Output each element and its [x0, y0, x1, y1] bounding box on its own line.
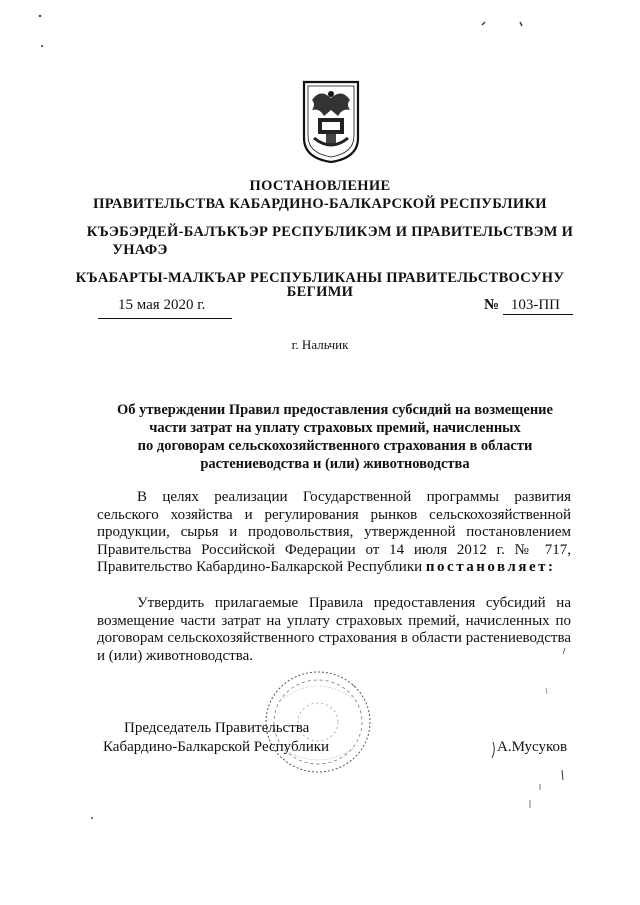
- issuer-heading-balkar-line2: БЕГИМИ: [286, 284, 354, 300]
- document-date: 15 мая 2020 г.: [98, 297, 232, 319]
- body-paragraph-resolution: Утвердить прилагаемые Правила предоставления субсидий на возмещение части затрат на уплату страховых премий, начисленных по договорам сельскохозяйственного страхования в области растениеводства и (или) животноводства.: [97, 595, 571, 664]
- document-title: [100, 401, 570, 473]
- doc-type-heading: ПОСТАНОВЛЕНИЕ: [249, 178, 391, 194]
- decree-keyword: постановляет:: [425, 559, 556, 576]
- title-line: по договорам сельскохозяйственного страхования в области: [137, 438, 533, 454]
- issuer-heading-russian: ПРАВИТЕЛЬСТВА КАБАРДИНО-БАЛКАРСКОЙ РЕСПУБЛИКИ: [93, 196, 547, 212]
- title-line: Об утверждении Правил предоставления субсидий на возмещение: [117, 402, 553, 418]
- issuer-heading-kabardian-line2: УНАФЭ: [112, 242, 168, 258]
- issuer-heading-balkar-line1: КЪАБАРТЫ-МАЛКЪАР РЕСПУБЛИКАНЫ ПРАВИТЕЛЬСТВОСУНУ: [75, 270, 565, 286]
- body-paragraph-preamble: [97, 489, 571, 577]
- preamble-text: В целях реализации Государственной программы развития сельского хозяйства и регулирования рынков сельскохозяйственной продукции, сырья и продовольствия, утвержденной постановлением Правительства Российской Федерации от 14 июля 2012 г. № 717, Правительство Кабардино-Балкарской Республики: [97, 489, 571, 576]
- document-number: 103-ПП: [503, 297, 573, 315]
- document-number-block: [484, 297, 573, 319]
- chair-title-line2: Кабардино-Балкарской Республики: [103, 739, 330, 755]
- title-line: части затрат на уплату страховых премий, начисленных: [149, 420, 521, 436]
- title-line: растениеводства и (или) животноводства: [200, 456, 470, 472]
- issuer-heading-kabardian-line1: КЪЭБЭРДЕЙ-БАЛЪКЪЭР РЕСПУБЛИКЭМ И ПРАВИТЕЛЬСТВЭМ И: [86, 224, 574, 240]
- chair-title-line1: Председатель Правительства: [124, 720, 310, 736]
- coat-of-arms-emblem: [298, 78, 364, 164]
- number-sign: №: [484, 297, 500, 313]
- signer-name: А.Мусуков: [497, 739, 568, 755]
- city-label: г. Нальчик: [291, 337, 349, 352]
